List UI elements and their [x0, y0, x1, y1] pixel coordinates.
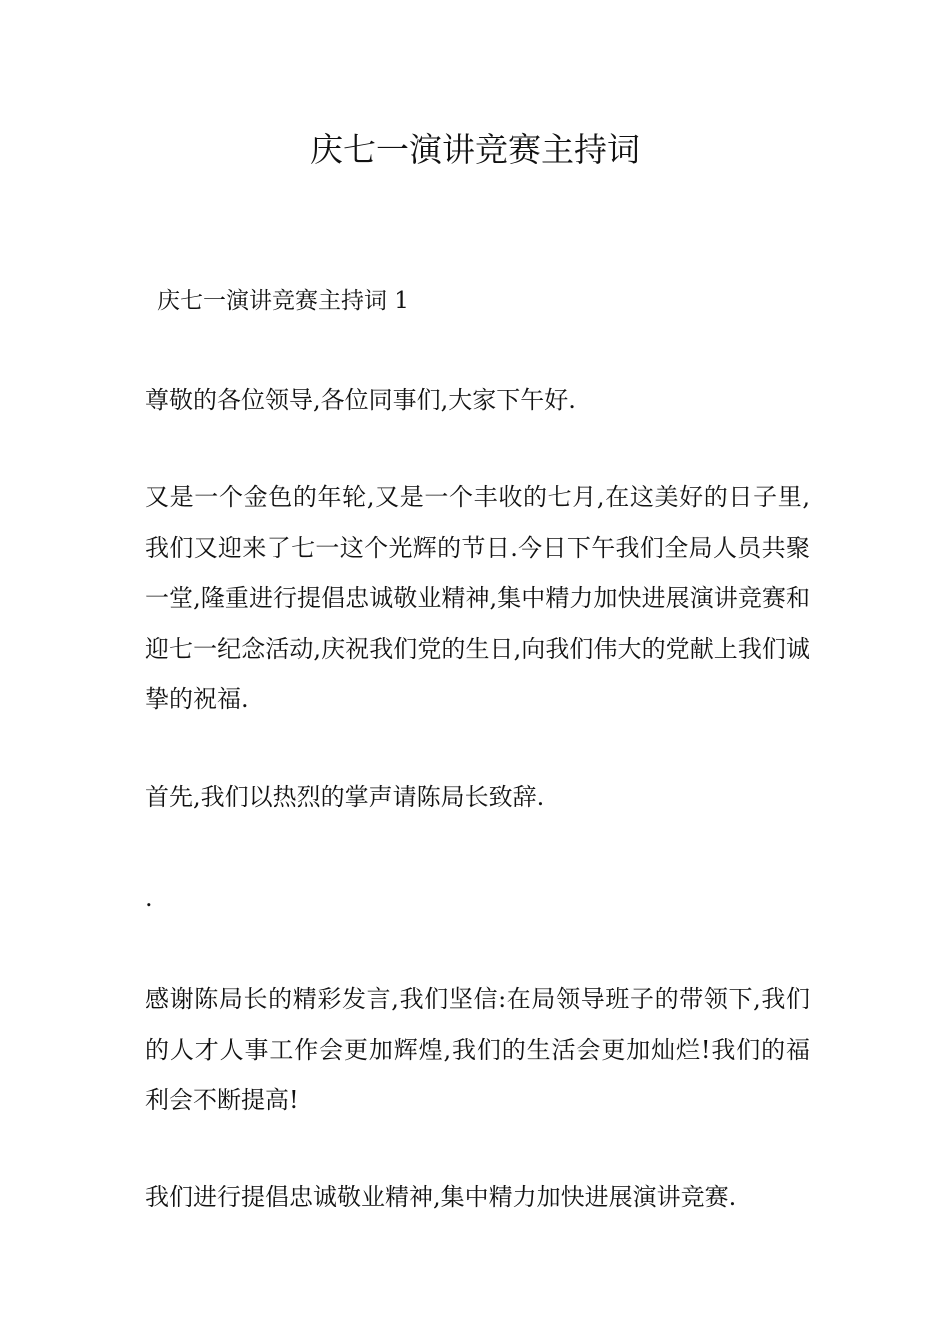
paragraph-opening: 又是一个金色的年轮,又是一个丰收的七月,在这美好的日子里,我们又迎来了七一这个光辉的节日.今日下午我们全局人员共聚一堂,隆重进行提倡忠诚敬业精神,集中精力加快进展演讲竞赛和迎七一纪念活动,庆祝我们党的生日,向我们伟大的党献上我们诚挚的祝福. — [145, 483, 810, 713]
section-heading: 庆七一演讲竞赛主持词 1 — [157, 288, 409, 314]
paragraph-thanks: 感谢陈局长的精彩发言,我们坚信:在局领导班子的带领下,我们的人才人事工作会更加辉煌,我们的生活会更加灿烂!我们的福利会不断提高! — [145, 985, 810, 1114]
paragraph-greeting: 尊敬的各位领导,各位同事们,大家下午好. — [145, 386, 576, 414]
paragraph-invite-speech: 首先,我们以热烈的掌声请陈局长致辞. — [145, 783, 545, 811]
paragraph-separator: . — [145, 884, 153, 912]
paragraph-contest: 我们进行提倡忠诚敬业精神,集中精力加快进展演讲竞赛. — [145, 1183, 737, 1211]
document-title: 庆七一演讲竞赛主持词 — [310, 130, 640, 169]
